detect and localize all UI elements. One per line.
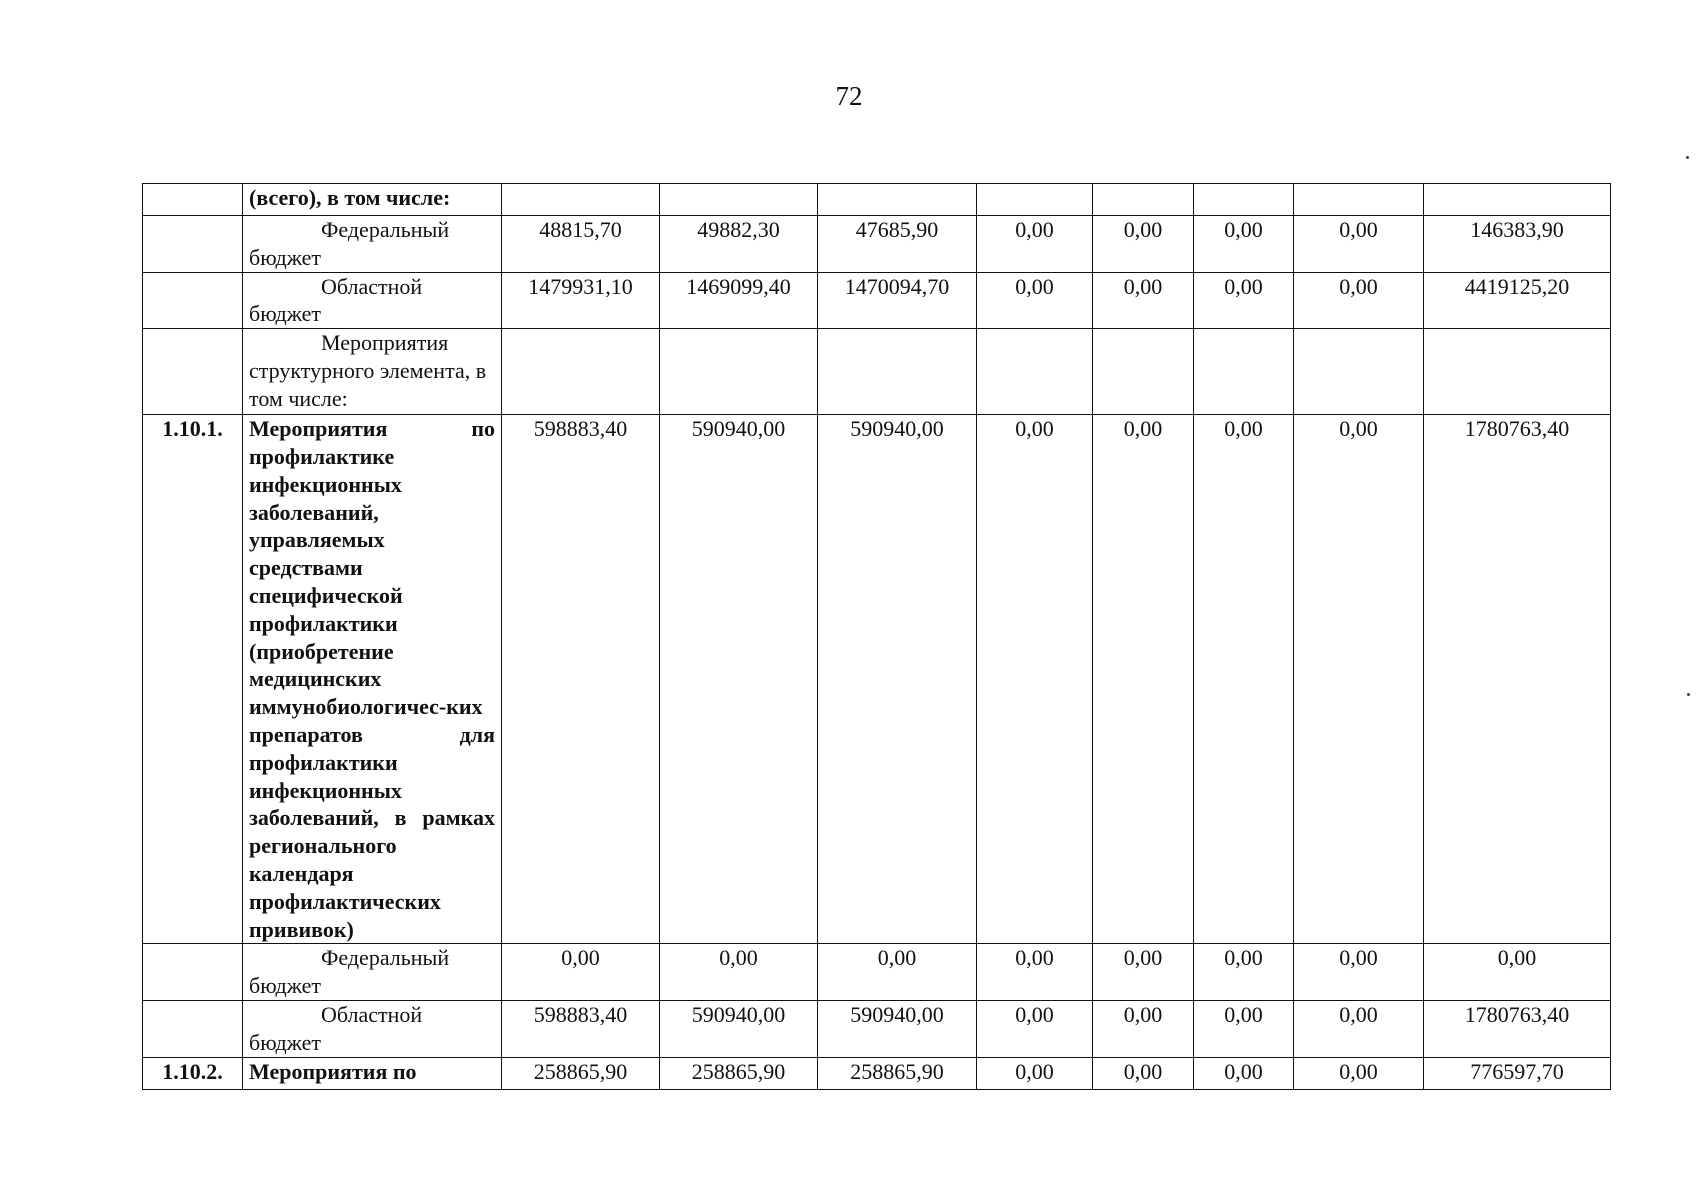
value-cell: 0,00 xyxy=(1093,1057,1194,1089)
row-code: 1.10.2. xyxy=(143,1057,243,1089)
value-cell: 0,00 xyxy=(1194,944,1294,1001)
row-name: Областной бюджет xyxy=(243,272,502,329)
scan-speck xyxy=(1687,693,1690,696)
value-cell: 0,00 xyxy=(1194,415,1294,944)
total-cell xyxy=(1424,329,1611,415)
value-cell: 590940,00 xyxy=(660,1000,818,1057)
row-code: 1.10.1. xyxy=(143,415,243,944)
row-name: Областной бюджет xyxy=(243,1000,502,1057)
value-cell: 0,00 xyxy=(977,415,1093,944)
value-cell: 1469099,40 xyxy=(660,272,818,329)
row-code xyxy=(143,329,243,415)
total-cell xyxy=(1424,184,1611,216)
table-row-activity-1-10-2 xyxy=(143,1057,1611,1089)
value-cell: 0,00 xyxy=(1294,944,1424,1001)
row-code xyxy=(143,216,243,273)
value-cell: 598883,40 xyxy=(502,1000,660,1057)
row-code xyxy=(143,944,243,1001)
page-number: 72 xyxy=(835,81,863,111)
value-cell xyxy=(977,184,1093,216)
row-code xyxy=(143,1000,243,1057)
value-cell xyxy=(1194,184,1294,216)
value-cell: 258865,90 xyxy=(660,1057,818,1089)
value-cell xyxy=(1294,184,1424,216)
value-cell xyxy=(660,184,818,216)
value-cell xyxy=(1194,329,1294,415)
value-cell: 0,00 xyxy=(1294,415,1424,944)
table-row-regional-budget xyxy=(143,272,1611,329)
value-cell: 47685,90 xyxy=(818,216,977,273)
value-cell xyxy=(502,329,660,415)
value-cell: 0,00 xyxy=(1194,1057,1294,1089)
value-cell: 0,00 xyxy=(977,1057,1093,1089)
value-cell xyxy=(818,329,977,415)
value-cell: 1470094,70 xyxy=(818,272,977,329)
value-cell: 0,00 xyxy=(660,944,818,1001)
total-cell: 4419125,20 xyxy=(1424,272,1611,329)
table-row-federal-budget xyxy=(143,216,1611,273)
value-cell: 0,00 xyxy=(1194,1000,1294,1057)
value-cell xyxy=(818,184,977,216)
row-name: (всего), в том числе: xyxy=(243,184,502,216)
value-cell: 0,00 xyxy=(1294,272,1424,329)
value-cell: 0,00 xyxy=(1093,944,1194,1001)
table-row-activity-1-10-1 xyxy=(143,415,1611,944)
row-code xyxy=(143,272,243,329)
value-cell: 0,00 xyxy=(1294,216,1424,273)
total-cell: 776597,70 xyxy=(1424,1057,1611,1089)
table-row-federal-budget xyxy=(143,944,1611,1001)
value-cell: 48815,70 xyxy=(502,216,660,273)
table-row-regional-budget xyxy=(143,1000,1611,1057)
row-name: Мероприятия по xyxy=(243,1057,502,1089)
total-cell: 1780763,40 xyxy=(1424,1000,1611,1057)
row-name: Федеральный бюджет xyxy=(243,216,502,273)
value-cell: 0,00 xyxy=(1093,415,1194,944)
value-cell xyxy=(660,329,818,415)
value-cell: 1479931,10 xyxy=(502,272,660,329)
budget-table-body xyxy=(143,184,1611,1090)
value-cell: 0,00 xyxy=(1093,216,1194,273)
value-cell xyxy=(1093,184,1194,216)
value-cell: 0,00 xyxy=(1194,216,1294,273)
value-cell xyxy=(502,184,660,216)
row-name: Мероприятия структурного элемента, в том числе: xyxy=(243,329,502,415)
value-cell: 0,00 xyxy=(818,944,977,1001)
value-cell: 0,00 xyxy=(502,944,660,1001)
value-cell: 258865,90 xyxy=(818,1057,977,1089)
table-row-subtotal-header xyxy=(143,184,1611,216)
value-cell: 0,00 xyxy=(977,944,1093,1001)
value-cell xyxy=(977,329,1093,415)
value-cell xyxy=(1093,329,1194,415)
value-cell: 0,00 xyxy=(1294,1057,1424,1089)
value-cell: 0,00 xyxy=(977,272,1093,329)
value-cell: 590940,00 xyxy=(818,415,977,944)
total-cell: 146383,90 xyxy=(1424,216,1611,273)
table-row-structural-element xyxy=(143,329,1611,415)
value-cell: 590940,00 xyxy=(818,1000,977,1057)
scan-speck xyxy=(1686,156,1689,159)
row-code xyxy=(143,184,243,216)
value-cell: 258865,90 xyxy=(502,1057,660,1089)
value-cell: 0,00 xyxy=(977,1000,1093,1057)
value-cell: 598883,40 xyxy=(502,415,660,944)
row-name: Мероприятия по профилактике инфекционных заболеваний, управляемых средствами специфической профилактики (приобретение медицинских иммунобиологичес-ких препаратов для профилактики инфекционных заболеваний, в рамках регионального календаря профилактических прививок) xyxy=(243,415,502,944)
value-cell: 0,00 xyxy=(977,216,1093,273)
value-cell: 0,00 xyxy=(1294,1000,1424,1057)
total-cell: 1780763,40 xyxy=(1424,415,1611,944)
value-cell: 49882,30 xyxy=(660,216,818,273)
value-cell: 0,00 xyxy=(1093,272,1194,329)
budget-table xyxy=(142,183,1611,1090)
total-cell: 0,00 xyxy=(1424,944,1611,1001)
row-name: Федеральный бюджет xyxy=(243,944,502,1001)
value-cell: 590940,00 xyxy=(660,415,818,944)
value-cell: 0,00 xyxy=(1194,272,1294,329)
value-cell: 0,00 xyxy=(1093,1000,1194,1057)
value-cell xyxy=(1294,329,1424,415)
